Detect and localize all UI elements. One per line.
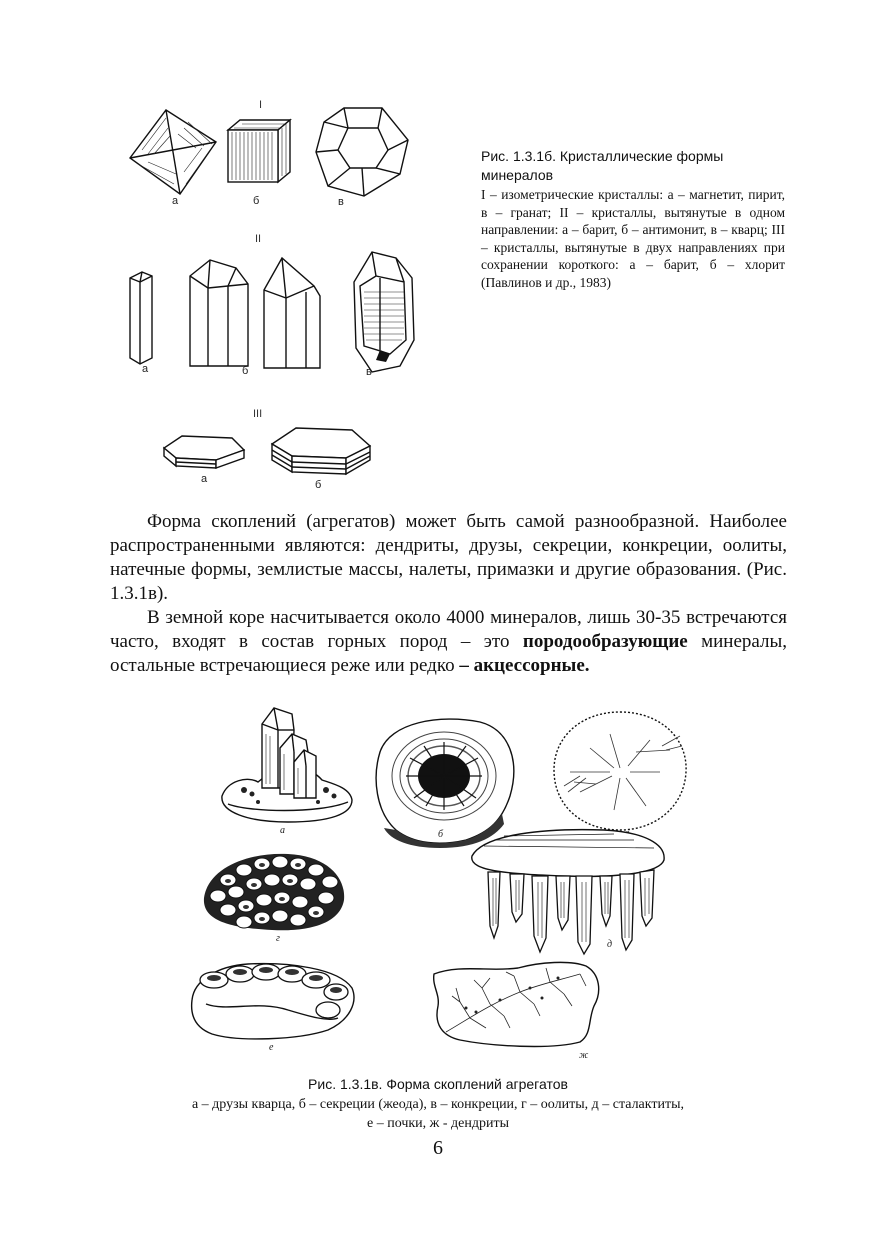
group1-sublabel-v: в bbox=[338, 196, 344, 208]
crystal-dodecahedron-garnet bbox=[314, 106, 410, 198]
body-paragraph-1: Форма скоплений (агрегатов) может быть самой разнообразной. Наиболее распространенными являются: дендриты, друзы, секреции, конкреции, оолиты, натечные формы, землистые массы, налеты, примазки и другие образования. (Рис. 1.3.1в). bbox=[110, 511, 787, 604]
crystal-prism-antimonite bbox=[186, 256, 326, 368]
group1-sublabel-b: б bbox=[253, 195, 260, 207]
figure2-sublabel-d: д bbox=[607, 939, 613, 950]
stalactites-drawing bbox=[464, 826, 670, 958]
paragraph-2-text-mid: минералы, остальные встречающиеся реже или редко bbox=[110, 631, 787, 676]
group3-sublabel-b: б bbox=[315, 479, 322, 491]
group2-sublabel-v: в bbox=[366, 366, 372, 378]
figure1-caption-title: Рис. 1.3.1б. Кристаллические формы минералов bbox=[481, 148, 724, 183]
paragraph-2-text-start: В земной коре насчитывается около 4000 минералов, лишь 30-35 встречаются часто, входят в состав горных пород – это bbox=[110, 607, 787, 652]
figure2-sublabel-b: б bbox=[438, 829, 444, 840]
crystal-octahedron-magnetite bbox=[128, 108, 218, 198]
group-label-III: III bbox=[253, 408, 263, 420]
quartz-druse-drawing bbox=[218, 704, 358, 826]
figure2-caption-line2: е – почки, ж - дендриты bbox=[367, 1116, 509, 1131]
group3-sublabel-a: а bbox=[201, 473, 208, 485]
term-accessory: – акцессорные. bbox=[459, 655, 590, 676]
botryoidal-drawing bbox=[188, 960, 358, 1044]
group-label-I: I bbox=[259, 99, 263, 111]
concretion-drawing bbox=[550, 710, 690, 832]
page-number: 6 bbox=[433, 1137, 443, 1159]
oolites-drawing bbox=[198, 848, 348, 934]
term-rock-forming: породообразующие bbox=[522, 631, 688, 652]
figure2-sublabel-a: а bbox=[280, 825, 285, 836]
figure2-caption-line1: а – друзы кварца, б – секреции (жеода), в – конкреции, г – оолиты, д – сталактиты, bbox=[191, 1097, 685, 1112]
dendrites-drawing bbox=[430, 958, 606, 1052]
crystal-tabular-barite bbox=[162, 434, 246, 470]
crystal-prism-barite bbox=[124, 270, 158, 366]
group-label-II: II bbox=[255, 233, 262, 245]
body-paragraph-2 bbox=[110, 606, 787, 678]
crystal-cube-pyrite bbox=[222, 118, 294, 184]
figure2-caption-title: Рис. 1.3.1в. Форма скоплений агрегатов bbox=[308, 1076, 568, 1092]
figure2-sublabel-e: е bbox=[269, 1042, 274, 1053]
group2-sublabel-b: б bbox=[242, 365, 249, 377]
figure2-sublabel-g: г bbox=[276, 933, 280, 944]
figure1-caption-body: I – изометрические кристаллы: а – магнетит, пирит, в – гранат; II – кристаллы, вытянутые в одном направлении: а – барит, б – антимонит, в – кварц; III – кристаллы, вытянутые в двух направлениях при сохранении короткого: а – барит, б – хлорит (Павлинов и др., 1983) bbox=[481, 187, 785, 290]
group1-sublabel-a: а bbox=[172, 195, 179, 207]
crystal-quartz bbox=[350, 250, 418, 374]
crystal-tabular-chlorite bbox=[270, 426, 372, 476]
figure2-sublabel-zh: ж bbox=[579, 1050, 589, 1061]
group2-sublabel-a: а bbox=[142, 363, 149, 375]
